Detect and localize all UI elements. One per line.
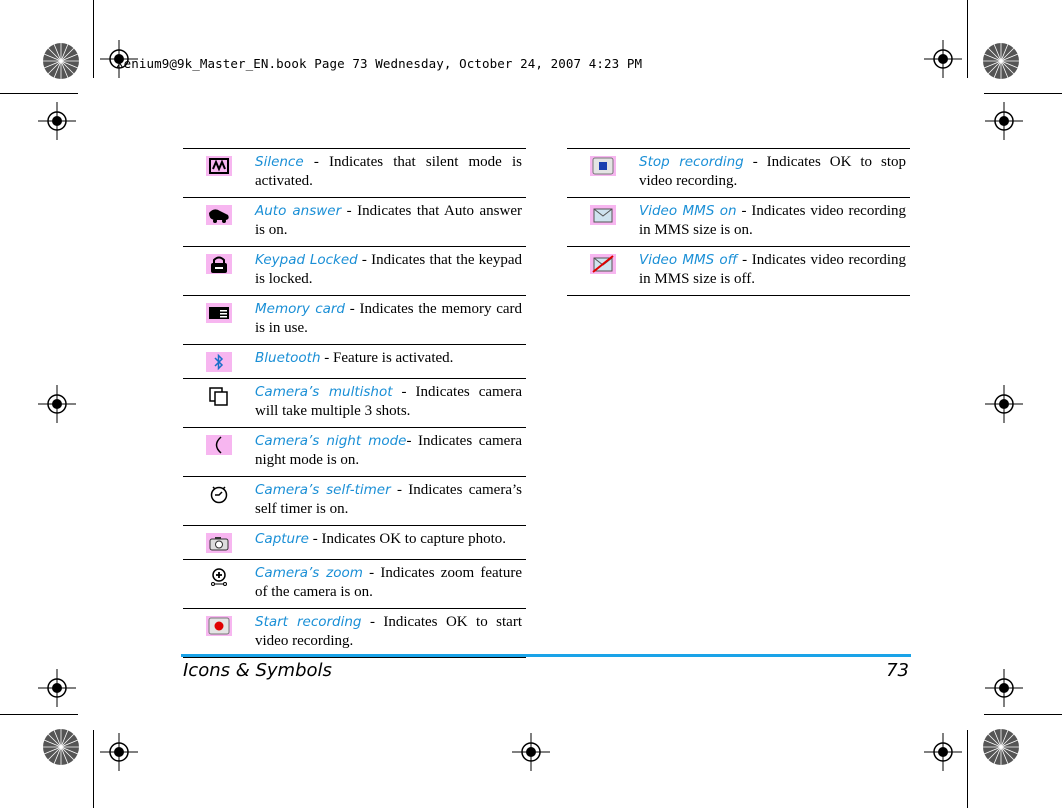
keypad-locked-icon: [206, 254, 232, 274]
table-row: [183, 344, 526, 378]
crop-mark: [967, 730, 968, 808]
term-label: Video MMS off: [639, 252, 738, 268]
registration-mark-icon: [924, 40, 962, 78]
registration-mark-icon: [924, 733, 962, 771]
term-label: Camera’s zoom: [255, 565, 363, 581]
registration-mark-icon: [38, 385, 76, 423]
table-row: [183, 476, 526, 525]
term-label: Bluetooth: [255, 350, 321, 366]
bluetooth-icon: [206, 352, 232, 372]
registration-mark-icon: [38, 102, 76, 140]
term-label: Memory card: [255, 301, 346, 317]
registration-mark-icon: [985, 669, 1023, 707]
color-wheel-mark-icon: [42, 728, 80, 766]
footer-section-title: Icons & Symbols: [183, 660, 332, 681]
registration-mark-icon: [985, 385, 1023, 423]
term-description: - Feature is activated.: [320, 350, 454, 366]
memory-card-icon: [206, 303, 232, 323]
term-description: - Indicates camera’s self timer is on.: [255, 482, 522, 517]
print-slug: Xenium9@9k_Master_EN.book Page 73 Wednesday, October 24, 2007 4:23 PM: [116, 56, 643, 71]
multishot-icon: [206, 386, 232, 406]
term-label: Auto answer: [255, 203, 342, 219]
table-row: [183, 295, 526, 344]
table-row: [567, 148, 910, 197]
term-description: - Indicates camera night mode is on.: [255, 433, 522, 468]
registration-mark-icon: [985, 102, 1023, 140]
self-timer-icon: [206, 484, 232, 504]
table-row: [183, 525, 526, 559]
term-description: - Indicates zoom feature of the camera is on.: [255, 565, 523, 600]
start-recording-icon: [206, 616, 232, 636]
night-mode-icon: [206, 435, 232, 455]
footer-rule: [181, 654, 911, 657]
registration-mark-icon: [100, 733, 138, 771]
icon-table-right: [567, 148, 910, 296]
crop-mark: [93, 0, 94, 78]
term-label: Silence: [255, 154, 304, 170]
registration-mark-icon: [512, 733, 550, 771]
stop-recording-icon: [590, 156, 616, 176]
video-mms-on-icon: [590, 205, 616, 225]
crop-mark: [93, 730, 94, 808]
table-row: [183, 378, 526, 427]
table-row: [567, 246, 910, 296]
term-label: Camera’s multishot: [255, 384, 393, 400]
table-row: [183, 246, 526, 295]
color-wheel-mark-icon: [982, 728, 1020, 766]
table-row: [183, 608, 526, 658]
term-description: - Indicates that silent mode is activated.: [255, 154, 522, 189]
term-description: - Indicates OK to start video recording.: [255, 614, 522, 649]
crop-mark: [984, 714, 1062, 715]
color-wheel-mark-icon: [982, 42, 1020, 80]
term-description: - Indicates OK to stop video recording.: [639, 154, 906, 189]
term-label: Keypad Locked: [255, 252, 358, 268]
page-number: 73: [886, 660, 909, 681]
term-label: Start recording: [255, 614, 362, 630]
zoom-icon: [206, 567, 232, 587]
video-mms-off-icon: [590, 254, 616, 274]
table-row: [183, 148, 526, 197]
term-description: - Indicates the memory card is in use.: [255, 301, 522, 336]
term-description: - Indicates that Auto answer is on.: [255, 203, 522, 238]
icon-table-left: [183, 148, 526, 658]
table-row: [183, 197, 526, 246]
table-row: [183, 559, 526, 608]
term-description: - Indicates OK to capture photo.: [308, 531, 507, 547]
term-label: Camera’s night mode: [255, 433, 407, 449]
crop-mark: [0, 93, 78, 94]
term-label: Video MMS on: [639, 203, 737, 219]
term-description: - Indicates video recording in MMS size is on.: [639, 203, 906, 238]
auto-answer-icon: [206, 205, 232, 225]
term-description: - Indicates camera will take multiple 3 shots.: [255, 384, 522, 419]
registration-mark-icon: [38, 669, 76, 707]
table-row: [183, 427, 526, 476]
crop-mark: [967, 0, 968, 78]
term-description: - Indicates that the keypad is locked.: [255, 252, 522, 287]
crop-mark: [0, 714, 78, 715]
color-wheel-mark-icon: [42, 42, 80, 80]
term-label: Capture: [255, 531, 309, 547]
term-label: Camera’s self-timer: [255, 482, 391, 498]
term-label: Stop recording: [639, 154, 744, 170]
capture-icon: [206, 533, 232, 553]
term-description: - Indicates video recording in MMS size is off.: [639, 252, 906, 287]
table-row: [567, 197, 910, 246]
silence-icon: [206, 156, 232, 176]
crop-mark: [984, 93, 1062, 94]
